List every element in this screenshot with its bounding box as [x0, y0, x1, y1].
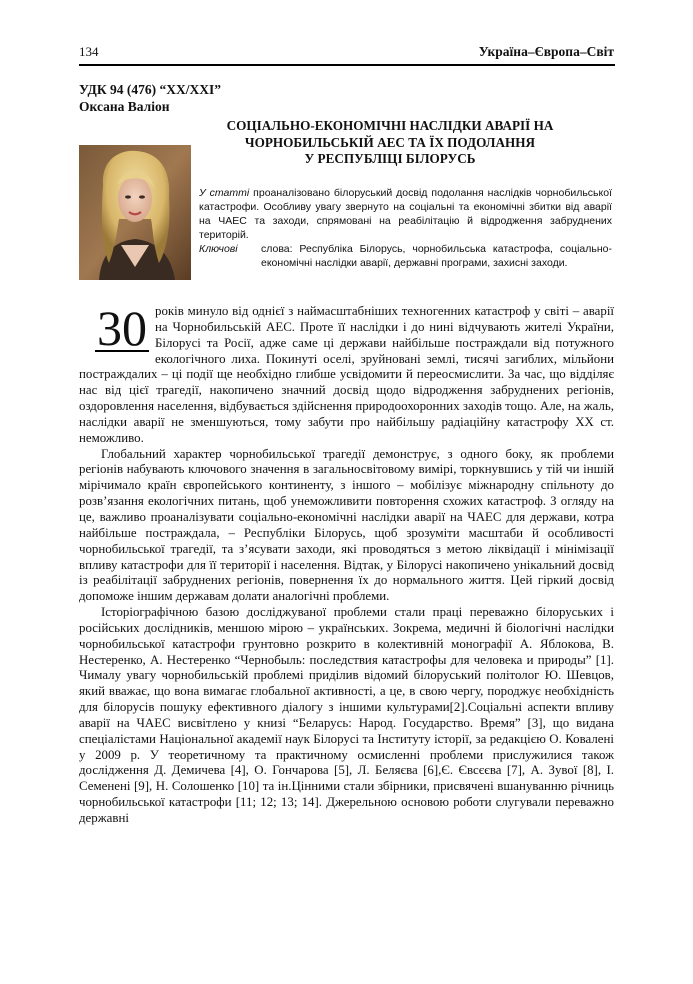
- author-name: Оксана Валіон: [79, 99, 170, 114]
- article-body: [79, 300, 614, 827]
- keywords: [199, 242, 612, 270]
- title-line: У РЕСПУБЛІЦІ БІЛОРУСЬ: [304, 151, 476, 166]
- abstract-lead: У статті: [199, 187, 250, 199]
- author-portrait-image: [79, 145, 191, 280]
- journal-title: Україна–Європа–Світ: [478, 44, 614, 59]
- paragraph: [79, 300, 614, 447]
- page-number: 134: [79, 44, 99, 59]
- running-header: [79, 44, 614, 64]
- abstract: [199, 186, 612, 242]
- keywords-lead: Ключові: [199, 243, 238, 255]
- article-title: [170, 118, 610, 168]
- paragraph-text: років минуло від однієї з наймасштабніших техногенних катастроф у світі – аварії на Чорнобильській АЕС. Проте її наслідки і до нині відчувають жителі України, Білорусі та Росії, адже саме ці держави найбільше постраждали від потужного екологічного лиха. Покинуті оселі, зруйновані землі, тисячі загиблих, мільйони постраждалих – ці події ще необхідно глибше усвідомити й переосмислити. За час, що відділяє нас від цієї трагедії, накопичено значний досвід щодо відродження забруднених регіонів, оздоровлення населення, відбувається здійснення природоохоронних заходів тощо. Але, на жаль, наслідки аварії не зменшуються, тому забути про найбільшу радіаційну катастрофу ХХ ст. неможливо.: [79, 304, 614, 445]
- udk-code: УДК 94 (476) “XX/XXI”: [79, 82, 221, 97]
- drop-cap-number: 30: [97, 300, 147, 356]
- paragraph: Історіографічною базою досліджуваної проблеми стали праці переважно білоруських і російських дослідників, меншою мірою – українських. Зокрема, медичні й біологічні наслідки чорнобильської катастрофи грунтовно розкрито в колективній монографії А. Яблокова, В. Нестеренко, А. Нестеренко “Чернобыль: последствия катастрофы для человека и природы” [1]. Чималу увагу чорнобильській проблемі приділив відомий білоруський політолог Ю. Шевцов, який вважає, що вона вимагає глобальної активності, а це, в свою чергу, породжує необхідність для білорусів пошуку ефективного діалогу з іншими культурами[2].Соціальні аспекти впливу аварії на ЧАЕС висвітлено у книзі “Беларусь: Народ. Государство. Время” [3], що видана спеціалістами Національної академії наук Білорусі та Інституту історії, за редакцією О. Ковалені у 2009 р. У теоретичному та практичному осмисленні проблеми прислужилися також дослідження Д. Демичева [4], О. Гончарова [5], Л. Беляєва [6],Є. Євсєєва [7], А. Зувої [8], І. Семенені [9], Н. Солошенко [10] та ін.Цінними стали збірники, присвячені вшануванню річниць чорнобильської катастрофи [11; 12; 13; 14]. Джерельною основою роботи слугували переважно державні: [79, 605, 614, 825]
- title-line: СОЦІАЛЬНО-ЕКОНОМІЧНІ НАСЛІДКИ АВАРІЇ НА: [226, 118, 554, 133]
- paragraph: Глобальний характер чорнобильської трагедії демонструє, з одного боку, як проблеми регіонів набувають ключового значення в загальносвітовому вимірі, торкнувшись у тій чи іншій мірічимало країн європейського континенту, з іншого – мобілізує міжнародну спільноту до розв’язання екологічних питань, щоб унеможливити повторення схожих катастроф. З огляду на це, важливо проаналізувати соціально-економічні наслідки аварії на ЧАЕС для держави, котра найбільше постраждала, – Республіки Білорусь, щоб зрозуміти масштаби й особливості чорнобильської трагедії, та з’ясувати заходи, які проводяться з метою ліквідації і мінімізації впливу катастрофи для її території і населення. Відтак, у Білорусі накопичено унікальний досвід із реабілітації забруднених регіонів, повернення їх до нормального життя. Цей гіркий досвід допоможе іншим державам долати аналогічні проблеми.: [79, 446, 614, 604]
- author-photo: [79, 145, 191, 280]
- header-rule: [79, 64, 615, 66]
- title-line: ЧОРНОБИЛЬСЬКІЙ АЕС ТА ЇХ ПОДОЛАННЯ: [244, 134, 536, 150]
- abstract-text: проаналізовано білоруський досвід подолання наслідків чорнобильської катастрофи. Особливу увагу звернуто на соціальні та економічні збитки від аварії на ЧАЕС та заходи, спрямовані на реабілітацію й відродження забруднених територій.: [199, 187, 612, 241]
- keywords-text: слова: Республіка Білорусь, чорнобильська катастрофа, соціально-економічні наслідки аварії, державні програми, захисні заходи.: [261, 243, 612, 269]
- abstract-block: [199, 186, 612, 270]
